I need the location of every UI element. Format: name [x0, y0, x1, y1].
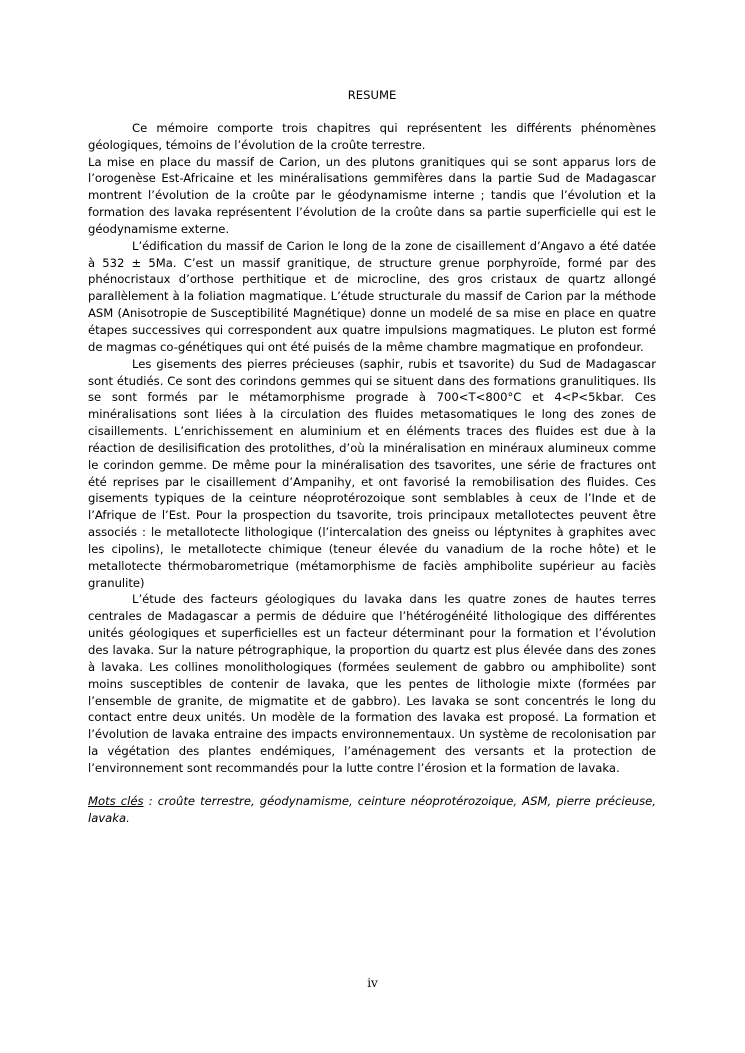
- paragraph-carion: L’édification du massif de Carion le long de la zone de cisaillement d’Angavo a été datée à 532 ± 5Ma. C’est un massif granitique, de structure grenue porphyroïde, formé par des phénocristaux d’orthose perthitique et de microcline, des gros cristaux de quartz allongé parallèlement à la foliation magmatique. L’étude structurale du massif de Carion par la méthode ASM (Anisotropie de Susceptibilité Magnétique) donne un modelé de sa mise en place en quatre étapes successives qui correspondent aux quatre impulsions magmatiques. Le pluton est formé de magmas co-génétiques qui ont été puisés de la même chambre magmatique en profondeur.: [88, 238, 656, 354]
- paragraph-intro: Ce mémoire comporte trois chapitres qui représentent les différents phénomènes géologiques, témoins de l’évolution de la croûte terrestre.: [88, 120, 656, 152]
- keywords: [88, 793, 656, 827]
- keywords-text: : croûte terrestre, géodynamisme, ceinture néoprotérozoique, ASM, pierre précieuse, lavaka.: [88, 793, 656, 825]
- paragraph-lavaka: L’étude des facteurs géologiques du lavaka dans les quatre zones de hautes terres centrales de Madagascar a permis de déduire que l’hétérogénéité lithologique des différentes unités géologiques et superficielles est un facteur déterminant pour la formation et l’évolution des lavaka. Sur la nature pétrographique, la proportion du quartz est plus élevée dans des zones à lavaka. Les collines monolithologiques (formées seulement de gabbro ou amphibolite) sont moins susceptibles de contenir de lavaka, que les pentes de lithologie mixte (formées par l’ensemble de granite, de migmatite et de gabbro). Les lavaka se sont concentrés le long du contact entre deux unités. Un modèle de la formation des lavaka est proposé. La formation et l’évolution de lavaka entraine des impacts environnementaux. Un système de recolonisation par la végétation des plantes endémiques, l’aménagement des versants et la protection de l’environnement sont recommandés pour la lutte contre l’érosion et la formation de lavaka.: [88, 592, 656, 775]
- paragraph-context: La mise en place du massif de Carion, un des plutons granitiques qui se sont apparus lors de l’orogenèse Est-Africaine et les minéralisations gemmifères dans la partie Sud de Madagascar montrent l’évolution de la croûte par le géodynamisme interne ; tandis que l’évolution et la formation des lavaka représentent l’évolution de la croûte dans sa partie superficielle qui est le géodynamisme externe.: [88, 154, 656, 236]
- paragraph-gemstones: Les gisements des pierres précieuses (saphir, rubis et tsavorite) du Sud de Madagascar sont étudiés. Ce sont des corindons gemmes qui se situent dans des formations granulitiques. Ils se sont formés par le métamorphisme prograde à 700<T<800°C et 4<P<5kbar. Ces minéralisations sont liées à la circulation des fluides metasomatiques le long des zones de cisaillements. L’enrichissement en aluminium et en éléments traces des fluides est due à la réaction de desilisification des protolithes, d’où la minéralisation en minéraux alumineux comme le corindon gemme. De même pour la minéralisation des tsavorites, une série de fractures ont été reprises par le cisaillement d’Ampanihy, et ont favorisé la remobilisation des fluides. Ces gisements typiques de la ceinture néoprotérozoique sont semblables à ceux de l’Inde et de l’Afrique de l’Est. Pour la prospection du tsavorite, trois principaux metallotectes peuvent être associés : le metallotecte lithologique (l’intercalation des gneiss ou léptynites à graphites avec les cipolins), le metallotecte chimique (teneur élevée du vanadium de la roche hôte) et le metallotecte thérmobarometrique (métamorphisme de faciès amphibolite supérieur au faciès granulite): [88, 356, 656, 590]
- keywords-label: Mots clés: [88, 793, 144, 808]
- page-title: RESUME: [347, 88, 397, 102]
- page-number: iv: [367, 976, 378, 990]
- page-body: [88, 87, 656, 826]
